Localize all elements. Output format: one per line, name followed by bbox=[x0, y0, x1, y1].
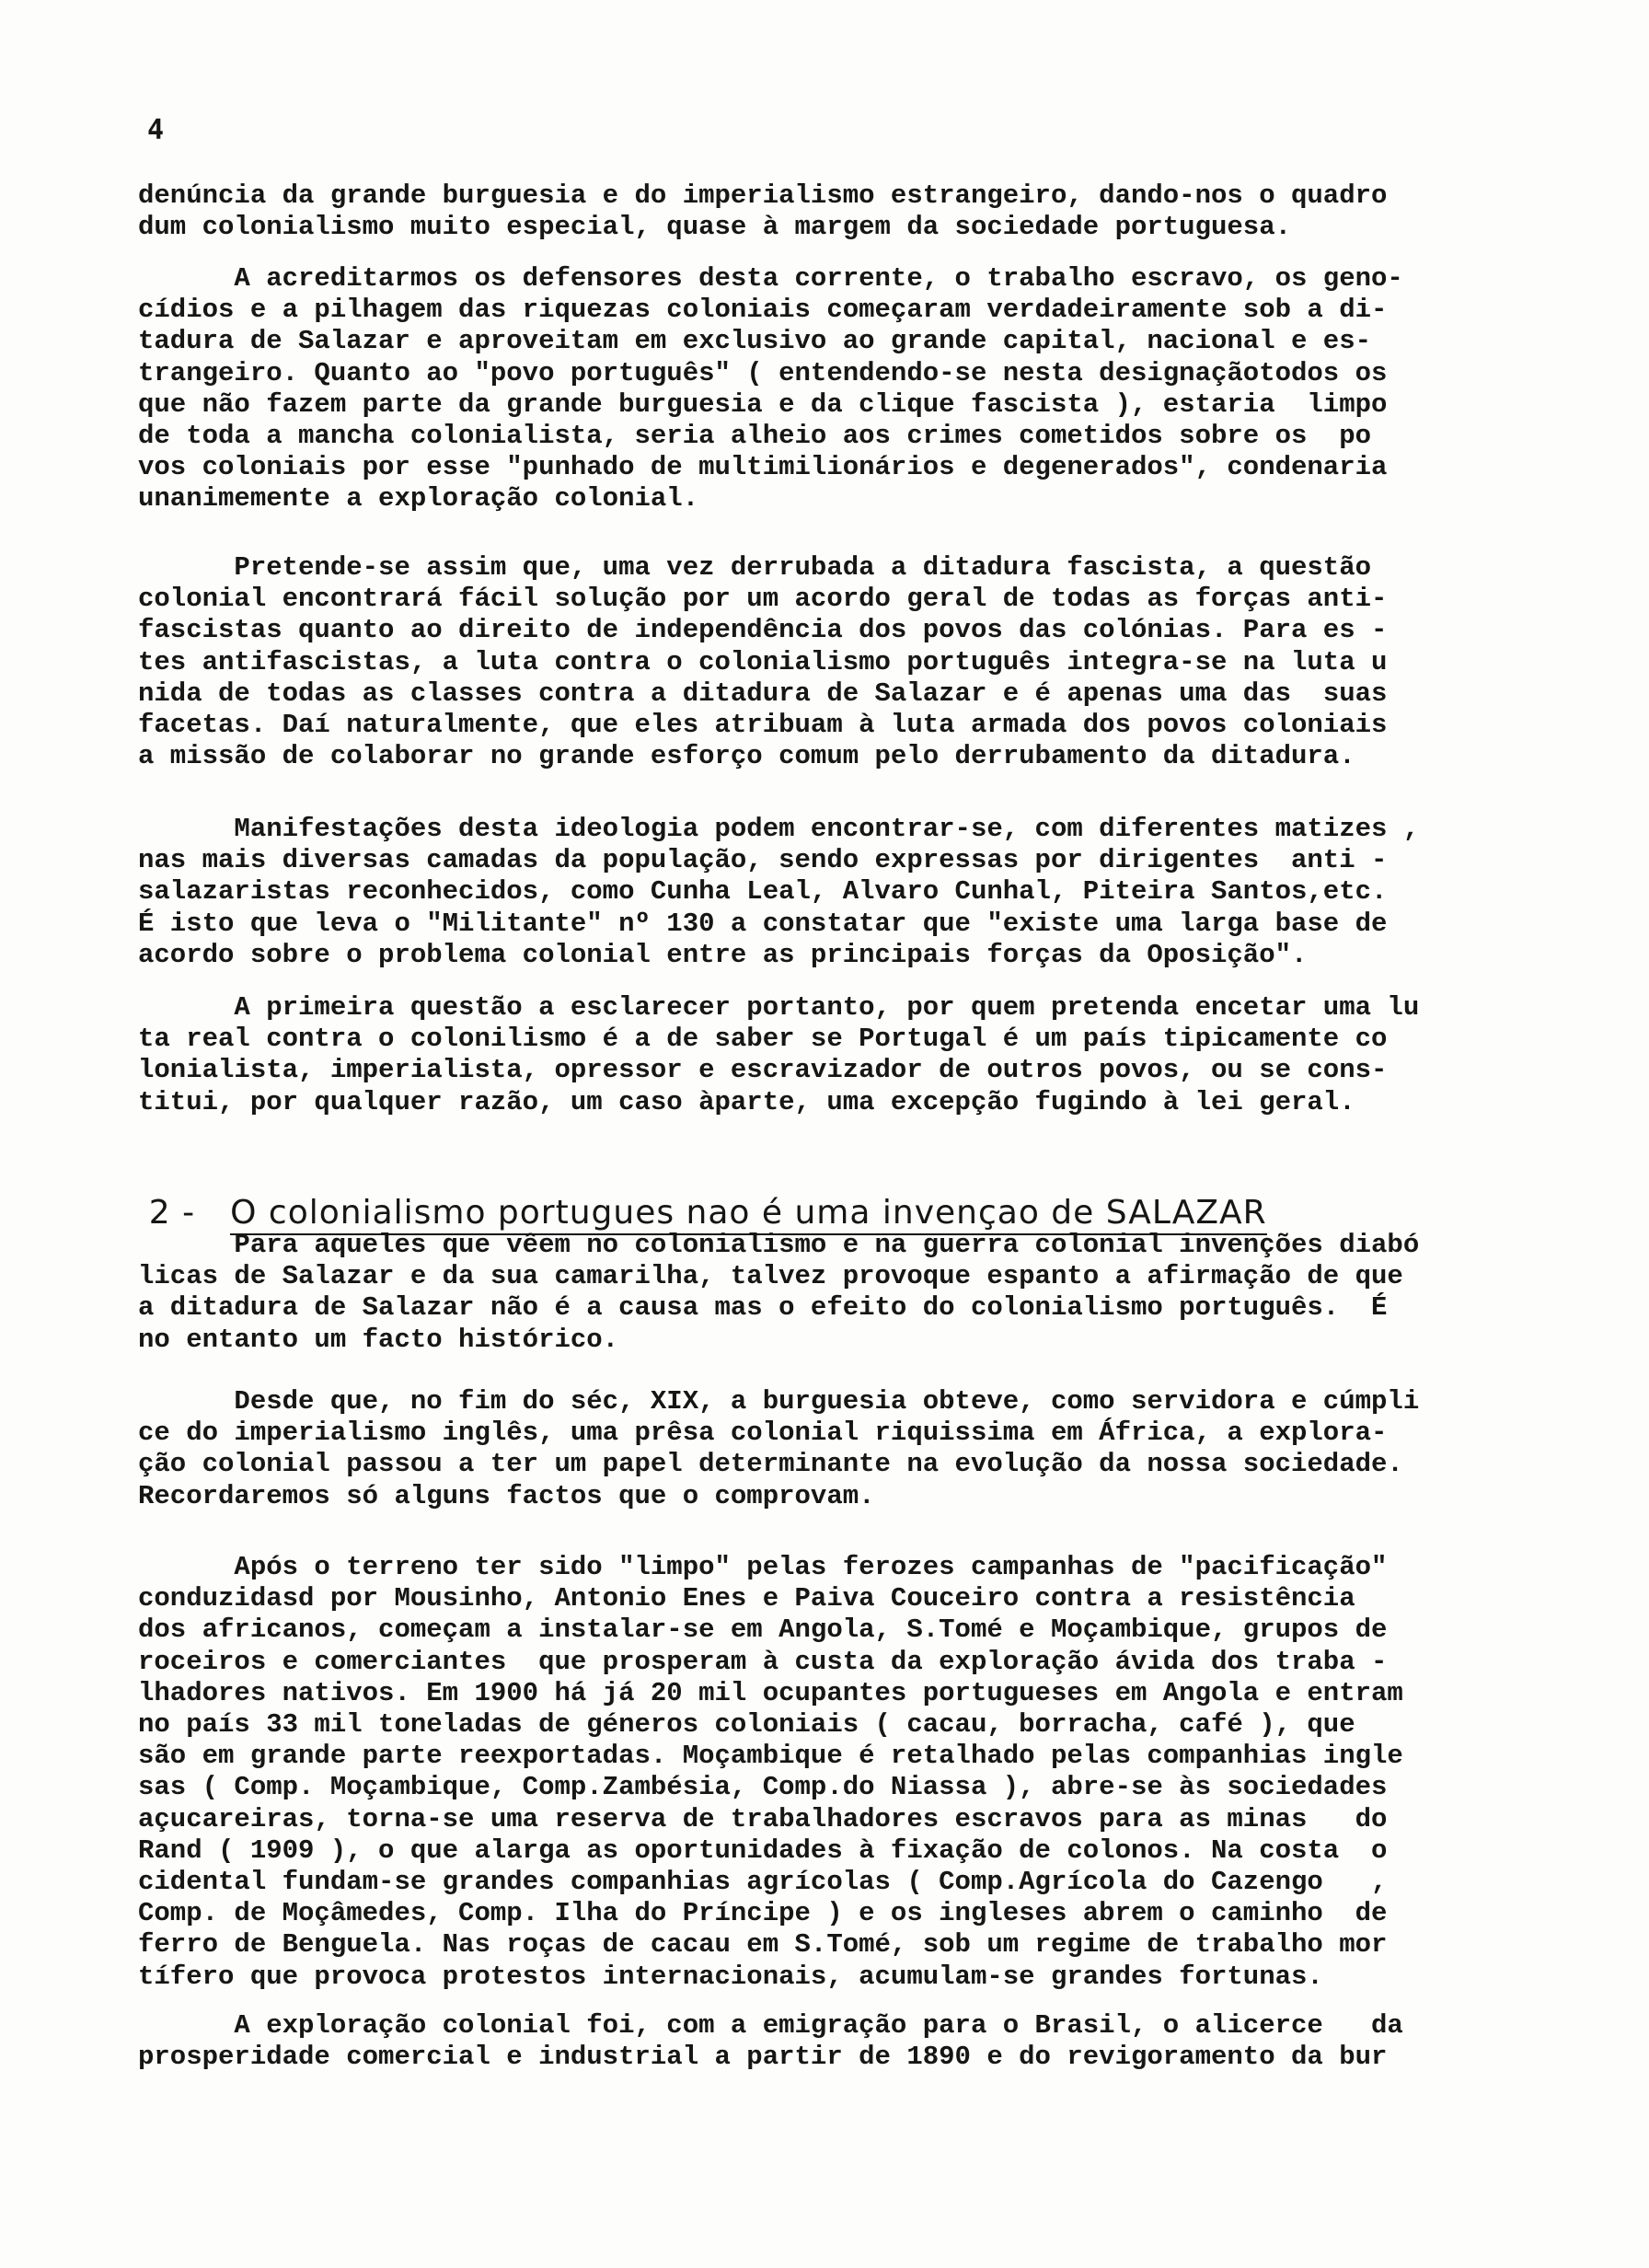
paragraph: Manifestações desta ideologia podem encontrar-se, com diferentes matizes , nas mais diversas camadas da população, sendo expressas por dirigentes anti - salazaristas reconhecidos, como Cunha Leal, Alvaro Cunhal, Piteira Santos,etc. É isto que leva o "Militante" nº 130 a constatar que "existe uma larga base de acordo sobre o problema colonial entre as principais forças da Oposição". bbox=[138, 814, 1420, 970]
paragraph: denúncia da grande burguesia e do imperialismo estrangeiro, dando-nos o quadro dum colonialismo muito especial, quase à margem da sociedade portuguesa. bbox=[138, 180, 1388, 243]
paragraph: Após o terreno ter sido "limpo" pelas ferozes campanhas de "pacificação" conduzidasd por Mousinho, Antonio Enes e Paiva Couceiro contra a resistência dos africanos, começam a instalar-se em Angola, S.Tomé e Moçambique, grupos de roceiros e comerciantes que prosperam à custa da exploração ávida dos traba - lhadores nativos. Em 1900 há já 20 mil ocupantes portugueses em Angola e entram no país 33 mil toneladas de géneros coloniais ( cacau, borracha, café ), que são em grande parte reexportadas. Moçambique é retalhado pelas companhias ingle sas ( Comp. Moçambique, Comp.Zambésia, Comp.do Niassa ), abre-se às sociedades açucareiras, torna-se uma reserva de trabalhadores escravos para as minas do Rand ( 1909 ), o que alarga as oportunidades à fixação de colonos. Na costa o cidental fundam-se grandes companhias agrícolas ( Comp.Agrícola do Cazengo , Comp. de Moçâmedes, Comp. Ilha do Príncipe ) e os ingleses abrem o caminho de ferro de Benguela. Nas roças de cacau em S.Tomé, sob um regime de trabalho mor tífero que provoca protestos internacionais, acumulam-se grandes fortunas. bbox=[138, 1552, 1403, 1992]
paragraph: A primeira questão a esclarecer portanto, por quem pretenda encetar uma lu ta real contra o colonilismo é a de saber se Portugal é um país tipicamente co lonialista, imperialista, opressor e escravizador de outros povos, ou se cons- titui, por qualquer razão, um caso àparte, uma excepção fugindo à lei geral. bbox=[138, 992, 1420, 1117]
paragraph: A exploração colonial foi, com a emigração para o Brasil, o alicerce da prosperidade comercial e industrial a partir de 1890 e do revigoramento da bur bbox=[138, 2010, 1403, 2073]
paragraph: Pretende-se assim que, uma vez derrubada a ditadura fascista, a questão colonial encontrará fácil solução por um acordo geral de todas as forças anti- fascistas quanto ao direito de independência dos povos das colónias. Para es - tes antifascistas, a luta contra o colonialismo português integra-se na luta u nida de todas as classes contra a ditadura de Salazar e é apenas uma das suas facetas. Daí naturalmente, que eles atribuam à luta armada dos povos coloniais a missão de colaborar no grande esforço comum pelo derrubamento da ditadura. bbox=[138, 552, 1388, 772]
paragraph: A acreditarmos os defensores desta corrente, o trabalho escravo, os geno- cídios e a pilhagem das riquezas coloniais começaram verdadeiramente sob a di- tadura de Salazar e aproveitam em exclusivo ao grande capital, nacional e es- trangeiro. Quanto ao "povo português" ( entendendo-se nesta designaçãotodos os que não fazem parte da grande burguesia e da clique fascista ), estaria limpo de toda a mancha colonialista, seria alheio aos crimes cometidos sobre os po vos coloniais por esse "punhado de multimilionários e degenerados", condenaria unanimemente a exploração colonial. bbox=[138, 263, 1403, 515]
paragraph: Desde que, no fim do séc, XIX, a burguesia obteve, como servidora e cúmpli ce do imperialismo inglês, uma prêsa colonial riquissima em África, a explora- ção colonial passou a ter um papel determinante na evolução da nossa sociedade. Recordaremos só alguns factos que o comprovam. bbox=[138, 1386, 1420, 1511]
paragraph: Para aqueles que vêem no colonialismo e na guerra colonial invenções diabó licas de Salazar e da sua camarilha, talvez provoque espanto a afirmação de que a ditadura de Salazar não é a causa mas o efeito do colonialismo português. É no entanto um facto histórico. bbox=[138, 1230, 1420, 1355]
section-title: O colonialismo portugues nao é uma invençao de SALAZAR bbox=[230, 1194, 1267, 1235]
page-number: 4 bbox=[147, 114, 165, 146]
section-number: 2 - bbox=[148, 1194, 196, 1232]
